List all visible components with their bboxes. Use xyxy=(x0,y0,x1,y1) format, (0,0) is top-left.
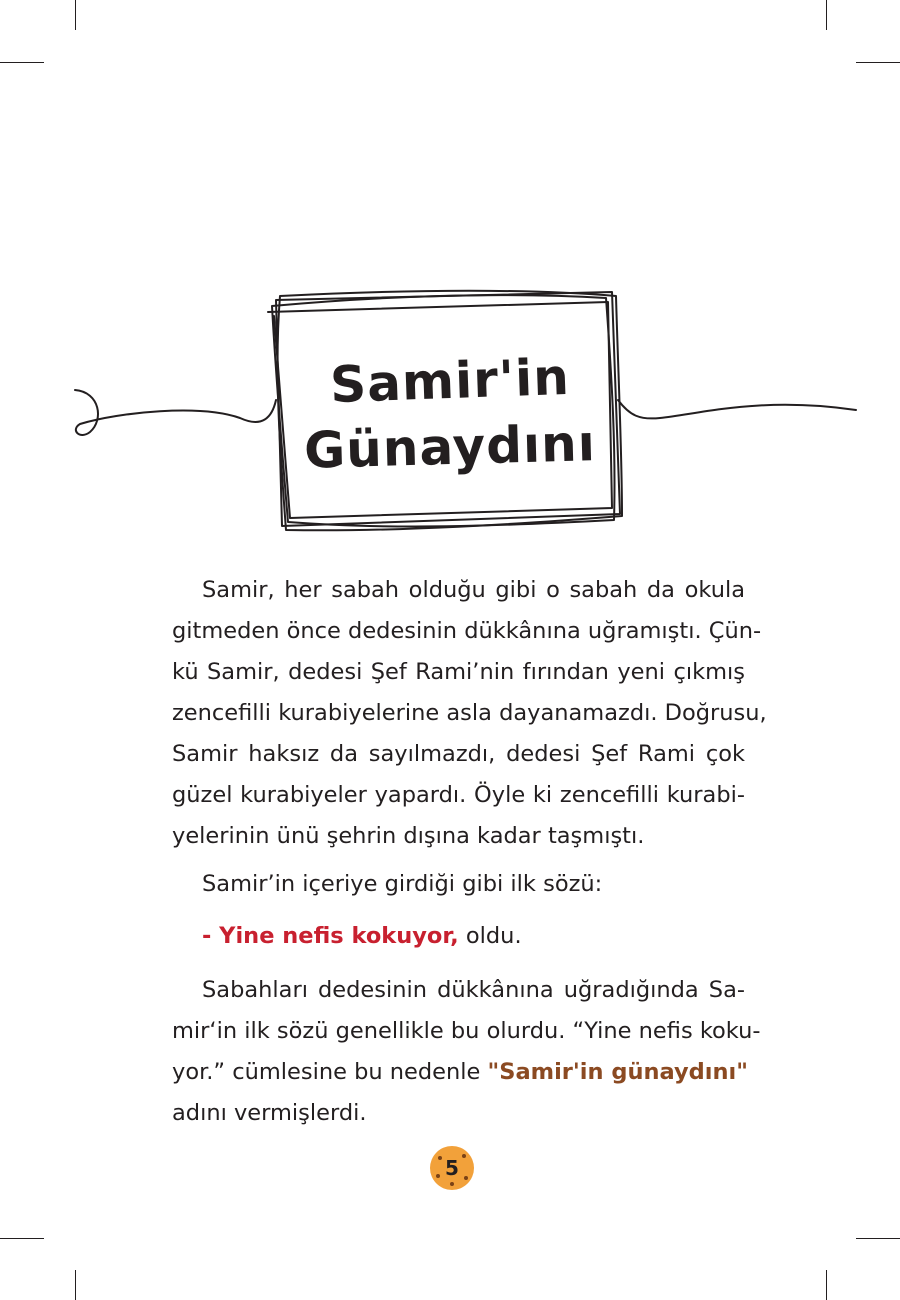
paragraph-3 xyxy=(172,970,761,1134)
cookie-crumb xyxy=(462,1154,466,1158)
paragraph-2-line: Samir’in içeriye girdiği gibi ilk sözü: xyxy=(202,871,603,897)
page-number-cookie-icon xyxy=(430,1146,474,1190)
paragraph-1 xyxy=(172,570,767,857)
crop-mark-left-bottom xyxy=(0,1238,44,1239)
paragraph-1-line: yelerinin ünü şehrin dışına kadar taşmıştı. xyxy=(172,823,645,849)
paragraph-1-line: gitmeden önce dedesinin dükkânına uğramıştı. Çün- xyxy=(172,618,762,644)
paragraph-3-line: mir‘in ilk sözü genellikle bu olurdu. “Yine nefis koku- xyxy=(172,1018,761,1044)
dialogue-tail: oldu. xyxy=(458,923,522,949)
paragraph-2 xyxy=(172,864,745,905)
paragraph-3-line: Sabahları dedesinin dükkânına uğradığında Sa- xyxy=(202,977,745,1003)
paragraph-1-line: kü Samir, dedesi Şef Rami’nin fırından yeni çıkmış xyxy=(172,659,745,685)
scribble-line-right xyxy=(618,400,856,418)
crop-mark-top-right xyxy=(826,0,827,30)
cookie-crumb xyxy=(436,1174,440,1178)
paragraph-1-line: Samir haksız da sayılmazdı, dedesi Şef Rami çok xyxy=(172,741,745,767)
crop-mark-bottom-left xyxy=(75,1270,76,1300)
paragraph-1-line: güzel kurabiyeler yapardı. Öyle ki zencefilli kurabi- xyxy=(172,782,745,808)
paragraph-1-line: zencefilli kurabiyelerine asla dayanamazdı. Doğrusu, xyxy=(172,700,767,726)
dialogue-quote: - Yine nefis kokuyor, xyxy=(202,923,459,949)
chapter-title-line-2: Günaydını xyxy=(303,414,597,480)
crop-mark-right-bottom xyxy=(856,1238,900,1239)
chapter-title-line-1: Samir'in xyxy=(329,347,571,415)
cookie-crumb xyxy=(464,1176,468,1180)
scribble-line-left xyxy=(75,390,276,435)
samir-gunaydini-highlight: "Samir'in günaydını" xyxy=(487,1059,748,1085)
paragraph-3-line-3-start: yor.” cümlesine bu nedenle xyxy=(172,1059,488,1085)
crop-mark-top-left xyxy=(75,0,76,30)
paragraph-3-line: adını vermişlerdi. xyxy=(172,1100,367,1126)
crop-mark-right-top xyxy=(856,62,900,63)
dialogue-line xyxy=(172,916,745,957)
page-number: 5 xyxy=(445,1156,459,1180)
cookie-crumb xyxy=(450,1182,454,1186)
paragraph-1-line: Samir, her sabah olduğu gibi o sabah da okula xyxy=(202,577,745,603)
cookie-crumb xyxy=(438,1156,442,1160)
crop-mark-left-top xyxy=(0,62,44,63)
crop-mark-bottom-right xyxy=(826,1270,827,1300)
